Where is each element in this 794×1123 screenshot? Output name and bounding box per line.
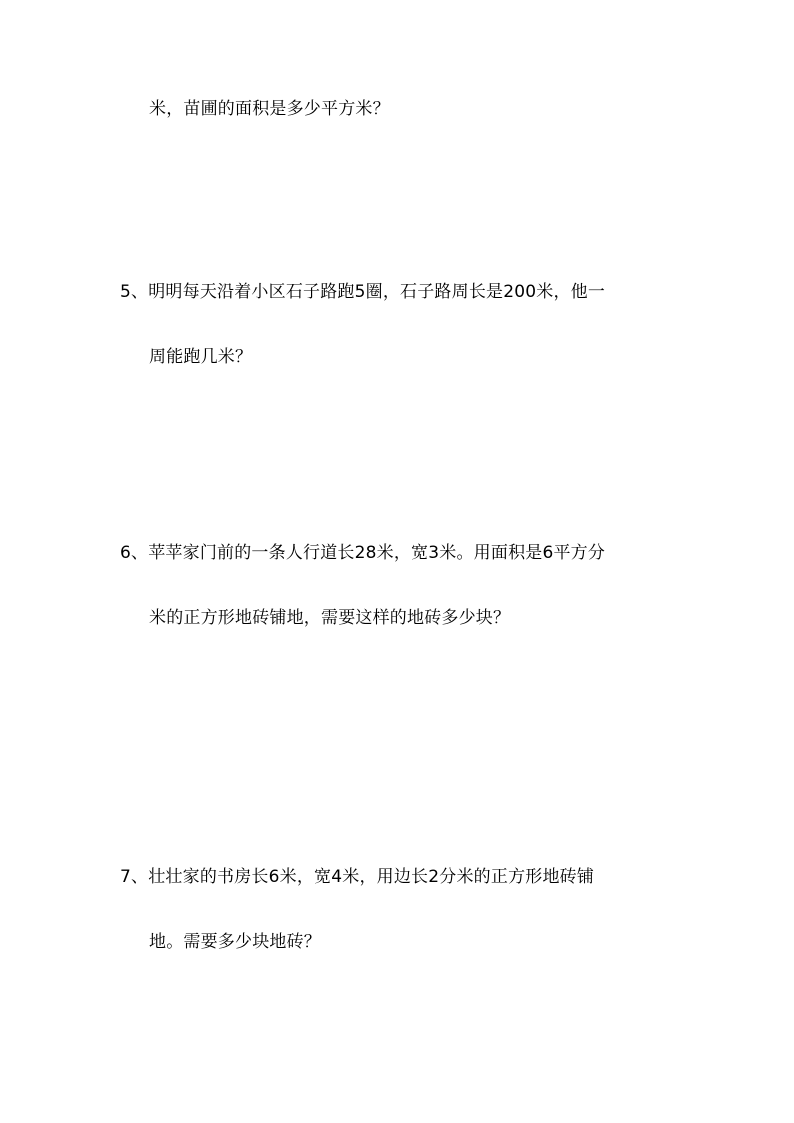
question-6-line-1: 6、苹苹家门前的一条人行道长28米，宽3米。用面积是6平方分: [120, 543, 606, 563]
question-6-line-2: 米的正方形地砖铺地，需要这样的地砖多少块？: [149, 608, 511, 628]
question-7-line-1: 7、壮壮家的书房长6米，宽4米，用边长2分米的正方形地砖铺: [120, 867, 595, 887]
question-5-line-2: 周能跑几米？: [149, 347, 253, 367]
question-4-continuation-text: 米，苗圃的面积是多少平方米？: [149, 99, 390, 119]
question-5-line-1: 5、明明每天沿着小区石子路跑5圈，石子路周长是200米，他一: [120, 282, 606, 302]
question-7-line-2: 地。需要多少块地砖？: [149, 932, 321, 952]
